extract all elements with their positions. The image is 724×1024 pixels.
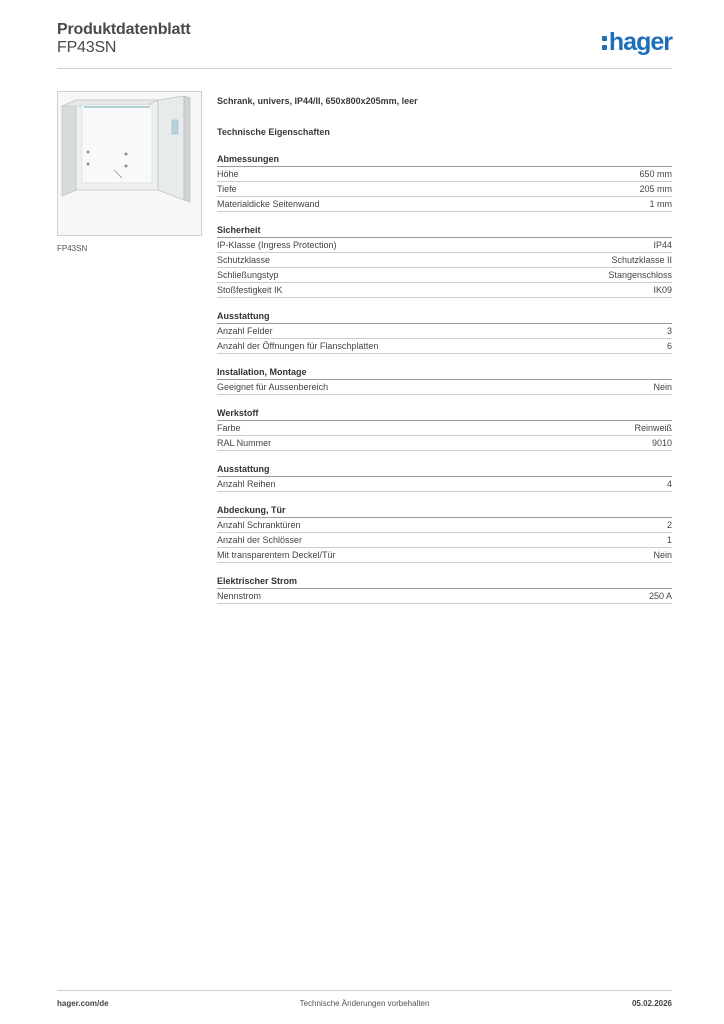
spec-row [217, 283, 672, 298]
spec-row [217, 436, 672, 451]
spec-value: 1 mm [649, 199, 672, 209]
spec-row [217, 238, 672, 253]
spec-label: Geeignet für Aussenbereich [217, 382, 329, 392]
spec-value: IK09 [653, 285, 672, 295]
spec-value: Reinweiß [634, 423, 672, 433]
footer-date: 05.02.2026 [631, 999, 672, 1008]
hager-logo [602, 28, 672, 57]
spec-value: 1 [666, 535, 672, 545]
spec-section [217, 504, 672, 563]
spec-value: 4 [666, 479, 672, 489]
spec-row [217, 167, 672, 182]
spec-value: Nein [653, 550, 672, 560]
spec-label: IP-Klasse (Ingress Protection) [217, 240, 337, 250]
section-title: Installation, Montage [217, 366, 672, 380]
spec-row [217, 324, 672, 339]
spec-row [217, 197, 672, 212]
spec-label: Anzahl Schranktüren [217, 520, 301, 530]
spec-section [217, 153, 672, 212]
spec-sections [217, 153, 672, 604]
spec-row [217, 339, 672, 354]
spec-label: Anzahl der Öffnungen für Flanschplatten [217, 341, 379, 351]
spec-label: Stoßfestigkeit IK [217, 285, 283, 295]
spec-value: 2 [666, 520, 672, 530]
spec-section [217, 366, 672, 395]
spec-label: Nennstrom [217, 591, 262, 601]
product-code: FP43SN [57, 39, 117, 56]
section-title: Sicherheit [217, 224, 672, 238]
cabinet-image-icon [58, 92, 201, 235]
spec-row [217, 253, 672, 268]
spec-value: 3 [666, 326, 672, 336]
spec-value: Schutzklasse II [611, 255, 672, 265]
spec-label: Höhe [217, 169, 239, 179]
spec-content [217, 96, 672, 604]
spec-label: Mit transparentem Deckel/Tür [217, 550, 336, 560]
spec-label: Farbe [217, 423, 241, 433]
spec-row [217, 477, 672, 492]
spec-label: RAL Nummer [217, 438, 272, 448]
footer-website: hager.com/de [57, 999, 109, 1008]
spec-section [217, 575, 672, 604]
section-title: Abmessungen [217, 153, 672, 167]
spec-label: Schutzklasse [217, 255, 271, 265]
footer-note: Technische Änderungen vorbehalten [299, 999, 430, 1008]
spec-value: Stangenschloss [608, 270, 672, 280]
spec-row [217, 268, 672, 283]
technical-properties-heading: Technische Eigenschaften [217, 127, 330, 137]
spec-value: Nein [653, 382, 672, 392]
section-title: Werkstoff [217, 407, 672, 421]
spec-value: 9010 [651, 438, 672, 448]
section-title: Abdeckung, Tür [217, 504, 672, 518]
spec-label: Anzahl Felder [217, 326, 273, 336]
spec-row [217, 518, 672, 533]
spec-value: 650 mm [639, 169, 672, 179]
spec-label: Tiefe [217, 184, 237, 194]
spec-label: Materialdicke Seitenwand [217, 199, 320, 209]
spec-section [217, 407, 672, 451]
spec-label: Schließungstyp [217, 270, 279, 280]
page-header [57, 20, 672, 69]
spec-section [217, 310, 672, 354]
product-image [57, 91, 202, 236]
section-title: Ausstattung [217, 463, 672, 477]
spec-value: 6 [666, 341, 672, 351]
image-caption: FP43SN [57, 244, 88, 253]
spec-row [217, 380, 672, 395]
spec-row [217, 182, 672, 197]
spec-value: IP44 [653, 240, 672, 250]
spec-row [217, 421, 672, 436]
spec-row [217, 533, 672, 548]
logo-text: hager [608, 28, 672, 56]
spec-value: 205 mm [639, 184, 672, 194]
logo-dots-icon [602, 31, 608, 53]
spec-row [217, 548, 672, 563]
spec-label: Anzahl der Schlösser [217, 535, 303, 545]
spec-row [217, 589, 672, 604]
document-title: Produktdatenblatt [57, 21, 191, 38]
section-title: Elektrischer Strom [217, 575, 672, 589]
spec-section [217, 463, 672, 492]
product-description: Schrank, univers, IP44/II, 650x800x205mm, leer [217, 96, 418, 106]
spec-section [217, 224, 672, 298]
spec-label: Anzahl Reihen [217, 479, 276, 489]
section-title: Ausstattung [217, 310, 672, 324]
spec-value: 250 A [648, 591, 672, 601]
page-footer [57, 990, 672, 1013]
